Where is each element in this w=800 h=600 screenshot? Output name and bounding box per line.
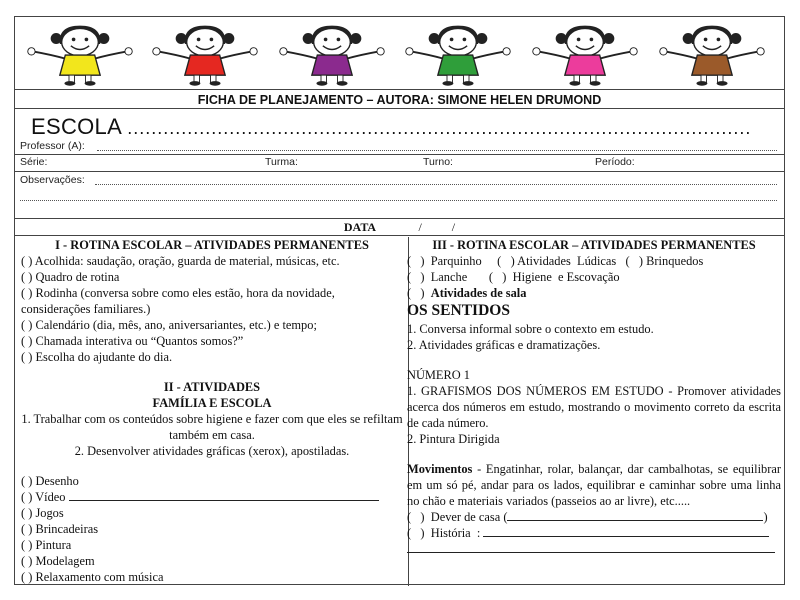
rotina-item[interactable]: ( ) Escolha do ajudante do dia. [21,350,173,364]
dever-option[interactable] [407,509,781,525]
lanche-row[interactable]: ( ) Lanche ( ) Higiene e Escovação [407,270,620,284]
video-option[interactable] [21,489,403,505]
divider [15,154,784,155]
historia-input-line[interactable] [483,525,769,537]
rotina-item[interactable]: ( ) Calendário (dia, mês, ano, aniversariantes, etc.) e tempo; [21,318,317,332]
relaxamento-option[interactable]: ( ) Relaxamento com música [21,570,164,584]
dever-close: ) [763,510,768,524]
observacoes-label: Observações: [20,174,85,186]
rotina-heading: I - ROTINA ESCOLAR – ATIVIDADES PERMANENTES [55,238,369,252]
rotina-item[interactable]: ( ) Acolhida: saudação, oração, guarda de material, músicas, etc. [21,254,340,268]
jogos-option[interactable]: ( ) Jogos [21,506,64,520]
movimentos-paragraph [407,461,781,509]
rotina-item[interactable]: ( ) Chamada interativa ou “Quantos somos?” [21,334,244,348]
sentidos-item-1: 1. Conversa informal sobre o contexto em estudo. [407,322,654,336]
familia-item-1: 1. Trabalhar com os conteúdos sobre higiene e fazer com que eles se refiltam também em casa. [21,412,403,442]
atividades-sala-option[interactable] [407,285,781,301]
atividades-sala-label: Atividades de sala [430,286,527,300]
divider [15,235,784,236]
kid-figure-icon [403,21,513,89]
divider [15,89,784,90]
escola-field[interactable] [31,114,751,140]
historia-input-line-2[interactable] [407,541,775,553]
observacoes-line-1[interactable] [95,184,777,185]
sentidos-heading: OS SENTIDOS [407,302,510,319]
data-slashes[interactable]: / / [418,220,456,234]
familia-item-2: 2. Desenvolver atividades gráficas (xerox), apostiladas. [74,444,350,458]
movimentos-label: Movimentos [407,462,473,476]
numero-item-2: 2. Pintura Dirigida [407,432,500,446]
divider [15,218,784,219]
divider [15,108,784,109]
rotina-item[interactable]: ( ) Rodinha (conversa sobre como eles estão, hora da novidade, considerações familiares.) [21,286,335,316]
serie-label: Série: [20,156,48,168]
escola-dots: ........................................................................................................ [127,118,752,138]
planning-sheet [14,16,785,585]
divider [15,171,784,172]
kid-figure-icon [530,21,640,89]
escola-label: ESCOLA [31,114,121,139]
rotina-iii-heading: III - ROTINA ESCOLAR – ATIVIDADES PERMANENTES [432,238,756,252]
kids-illustration-band [15,17,784,89]
data-row [15,220,784,235]
checkbox-prefix: ( ) [407,286,431,300]
historia-option[interactable] [407,525,781,541]
atividades-heading: II - ATIVIDADES [163,380,261,394]
turma-label: Turma: [265,156,298,168]
professor-input-line[interactable] [97,150,777,151]
movimentos-text: - Engatinhar, rolar, balançar, dar cambalhotas, se equilibrar em um só pé, andar para os lados, equilibrar e caminhar sobre uma linha no chão e materiais variados (passeios ao ar livre), etc..... [407,462,781,508]
video-label: ( ) Vídeo [21,490,66,504]
dever-label: ( ) Dever de casa ( [407,510,508,524]
familia-heading: FAMÍLIA E ESCOLA [152,396,272,410]
kid-figure-icon [150,21,260,89]
professor-label: Professor (A): [20,140,85,152]
pintura-option[interactable]: ( ) Pintura [21,538,72,552]
historia-label: ( ) História : [407,526,481,540]
rotina-item[interactable]: ( ) Quadro de rotina [21,270,120,284]
brincadeiras-option[interactable]: ( ) Brincadeiras [21,522,99,536]
sheet-title: FICHA DE PLANEJAMENTO – AUTORA: SIMONE HELEN DRUMOND [197,93,602,107]
parquinho-row[interactable]: ( ) Parquinho ( ) Atividades Lúdicas ( ) Brinquedos [407,254,704,268]
modelagem-option[interactable]: ( ) Modelagem [21,554,95,568]
data-label: DATA [343,220,376,234]
kid-figure-icon [25,21,135,89]
desenho-option[interactable]: ( ) Desenho [21,474,79,488]
turno-label: Turno: [423,156,453,168]
numero-item-1: 1. GRAFISMOS DOS NÚMEROS EM ESTUDO - Promover atividades acerca dos números em estudo, mostrando o movimento correto da escrita de cada número. [407,384,781,430]
kid-figure-icon [277,21,387,89]
sentidos-item-2: 2. Atividades gráficas e dramatizações. [407,338,601,352]
observacoes-line-2[interactable] [20,200,777,201]
historia-extra-line[interactable] [407,541,781,557]
left-column [21,237,403,585]
dever-input-line[interactable] [507,509,763,521]
video-input-line[interactable] [69,489,379,501]
right-column [407,237,781,557]
kid-figure-icon [657,21,767,89]
numero-heading: NÚMERO 1 [407,368,470,382]
periodo-label: Período: [595,156,635,168]
